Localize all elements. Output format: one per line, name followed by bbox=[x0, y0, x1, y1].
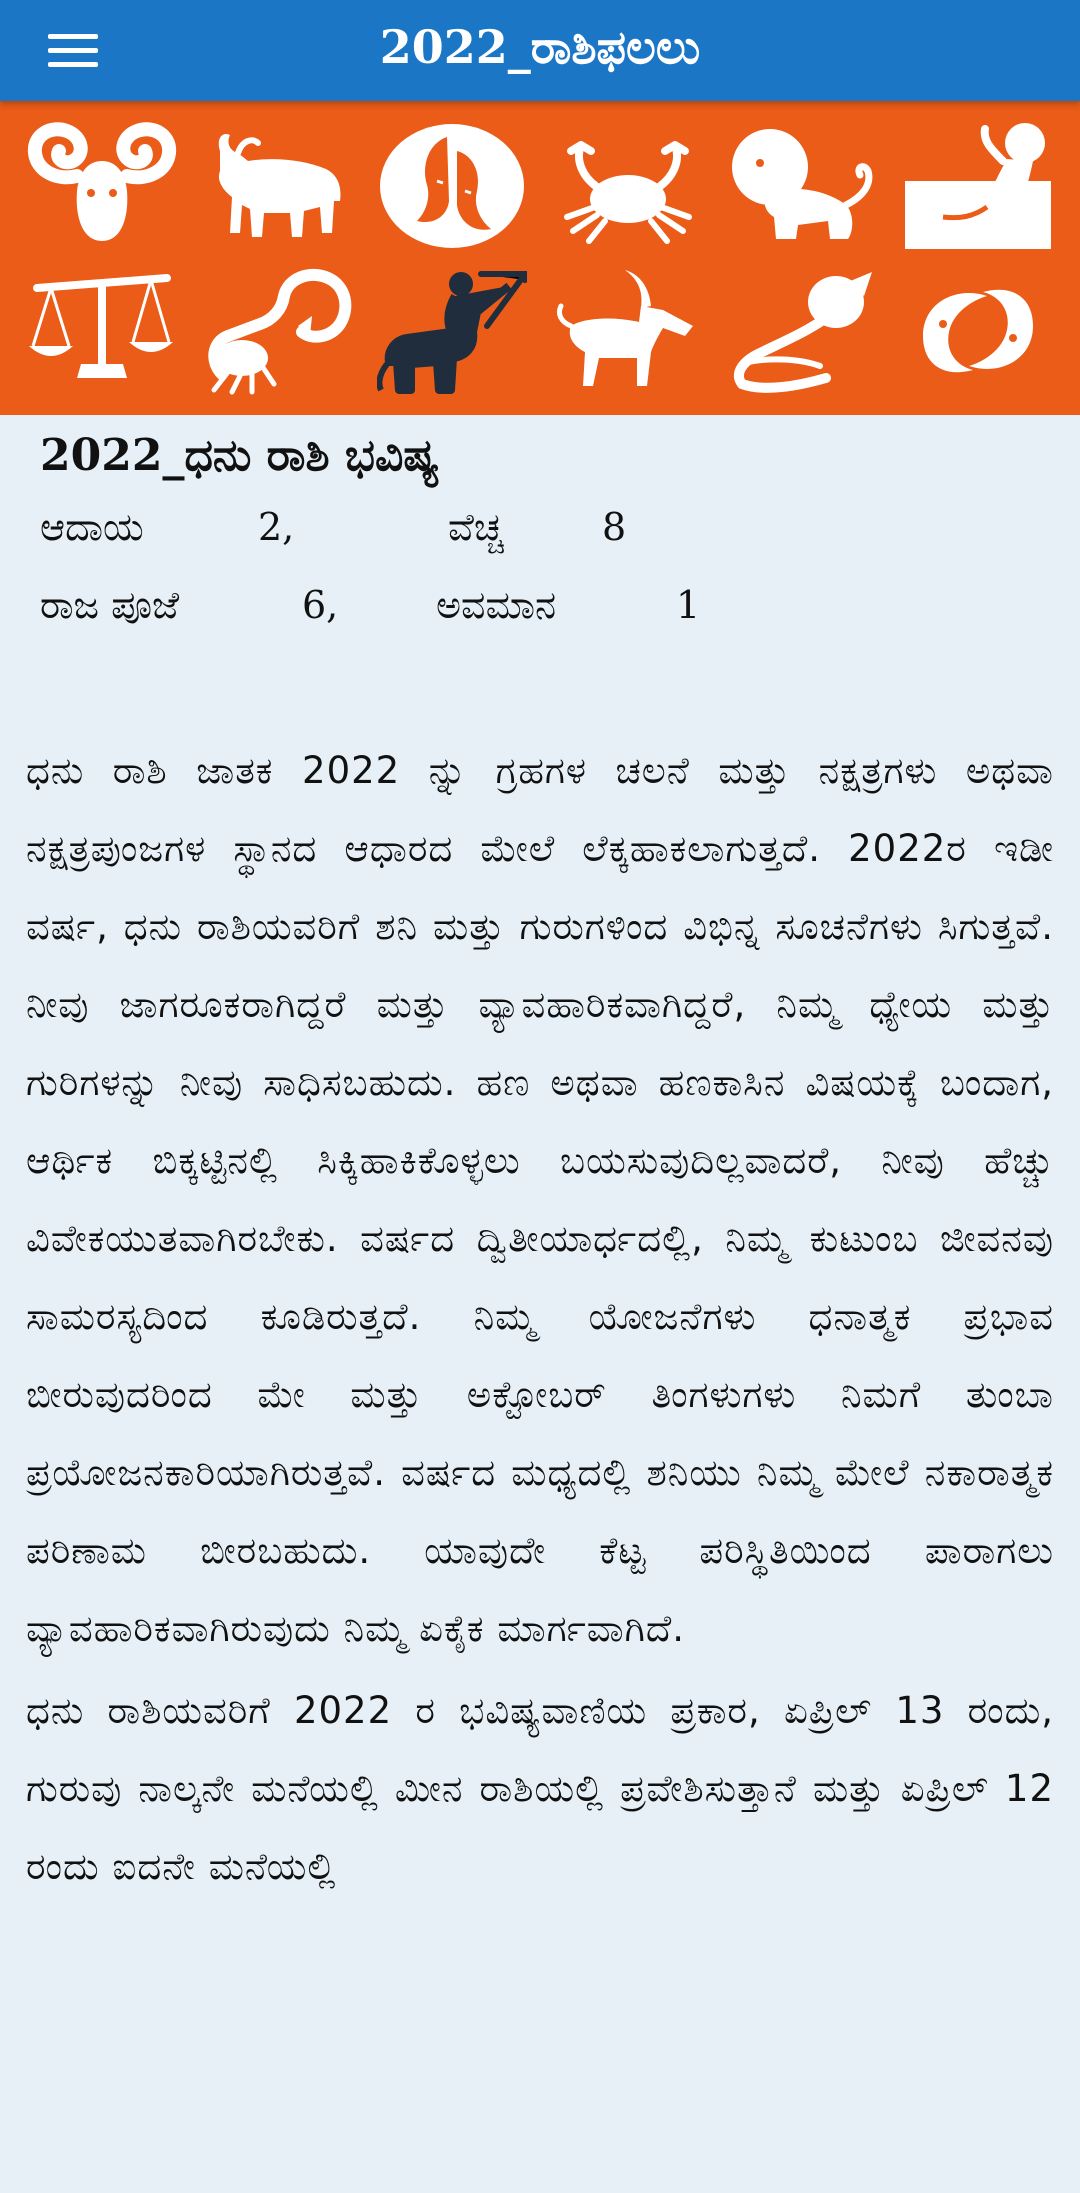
zodiac-libra[interactable] bbox=[14, 258, 189, 403]
zodiac-gemini[interactable] bbox=[365, 113, 540, 258]
zodiac-leo[interactable] bbox=[715, 113, 890, 258]
pisces-icon bbox=[903, 266, 1053, 396]
zodiac-cancer[interactable] bbox=[540, 113, 715, 258]
avamana-value: 1 bbox=[676, 583, 701, 627]
zodiac-virgo[interactable] bbox=[891, 113, 1066, 258]
vechha-label: ವೆಚ್ಚ bbox=[448, 505, 504, 549]
hamburger-menu-icon[interactable] bbox=[30, 22, 116, 78]
income-expense-row bbox=[40, 488, 1040, 566]
zodiac-scorpio[interactable] bbox=[189, 258, 364, 403]
avamana-label: ಅವಮಾನ bbox=[436, 583, 557, 627]
app-title: 2022_ರಾಶಿಫಲಲು bbox=[379, 20, 701, 74]
libra-icon bbox=[27, 266, 177, 396]
zodiac-aquarius[interactable] bbox=[715, 258, 890, 403]
horoscope-paragraph: ಧನು ರಾಶಿಯವರಿಗೆ 2022 ರ ಭವಿಷ್ಯವಾಣಿಯ ಪ್ರಕಾರ, ಏಪ್ರಿಲ್ 13 ರಂದು, ಗುರುವು ನಾಲ್ಕನೇ ಮನೆಯಲ್ಲಿ ಮೀನ ರಾಶಿಯಲ್ಲಿ ಪ್ರವೇಶಿಸುತ್ತಾನೆ ಮತ್ತು ಏಪ್ರಿಲ್ 12 ರಂದು ಐದನೇ ಮನೆಯಲ್ಲಿ bbox=[26, 1689, 1054, 1888]
sagittarius-icon bbox=[377, 266, 527, 396]
zodiac-aries[interactable] bbox=[14, 113, 189, 258]
horoscope-paragraph: ಧನು ರಾಶಿ ಜಾತಕ 2022 ನ್ನು ಗ್ರಹಗಳ ಚಲನೆ ಮತ್ತು ನಕ್ಷತ್ರಗಳು ಅಥವಾ ನಕ್ಷತ್ರಪುಂಜಗಳ ಸ್ಥಾನದ ಆಧಾರದ ಮೇಲೆ ಲೆಕ್ಕಹಾಕಲಾಗುತ್ತದೆ. 2022ರ ಇಡೀ ವರ್ಷ, ಧನು ರಾಶಿಯವರಿಗೆ ಶನಿ ಮತ್ತು ಗುರುಗಳಿಂದ ವಿಭಿನ್ನ ಸೂಚನೆಗಳು ಸಿಗುತ್ತವೆ. ನೀವು ಜಾಗರೂಕರಾಗಿದ್ದರೆ ಮತ್ತು ವ್ಯಾವಹಾರಿಕವಾಗಿದ್ದರೆ, ನಿಮ್ಮ ಧ್ಯೇಯ ಮತ್ತು ಗುರಿಗಳನ್ನು ನೀವು ಸಾಧಿಸಬಹುದು. ಹಣ ಅಥವಾ ಹಣಕಾಸಿನ ವಿಷಯಕ್ಕೆ ಬಂದಾಗ, ಆರ್ಥಿಕ ಬಿಕ್ಕಟ್ಟಿನಲ್ಲಿ ಸಿಕ್ಕಿಹಾಕಿಕೊಳ್ಳಲು ಬಯಸುವುದಿಲ್ಲವಾದರೆ, ನೀವು ಹೆಚ್ಚು ವಿವೇಕಯುತವಾಗಿರಬೇಕು. ವರ್ಷದ ದ್ವಿತೀಯಾರ್ಧದಲ್ಲಿ, ನಿಮ್ಮ ಕುಟುಂಬ ಜೀವನವು ಸಾಮರಸ್ಯದಿಂದ ಕೂಡಿರುತ್ತದೆ. ನಿಮ್ಮ ಯೋಜನೆಗಳು ಧನಾತ್ಮಕ ಪ್ರಭಾವ ಬೀರುವುದರಿಂದ ಮೇ ಮತ್ತು ಅಕ್ಟೋಬರ್ ತಿಂಗಳುಗಳು ನಿಮಗೆ ತುಂಬಾ ಪ್ರಯೋಜನಕಾರಿಯಾಗಿರುತ್ತವೆ. ವರ್ಷದ ಮಧ್ಯದಲ್ಲಿ ಶನಿಯು ನಿಮ್ಮ ಮೇಲೆ ನಕಾರಾತ್ಮಕ ಪರಿಣಾಮ ಬೀರಬಹುದು. ಯಾವುದೇ ಕೆಟ್ಟ ಪರಿಸ್ಥಿತಿಯಿಂದ ಪಾರಾಗಲು ವ್ಯಾವಹಾರಿಕವಾಗಿರುವುದು ನಿಮ್ಮ ಏಕೈಕ ಮಾರ್ಗವಾಗಿದೆ. bbox=[26, 749, 1054, 1650]
zodiac-grid bbox=[14, 113, 1066, 403]
gemini-icon bbox=[377, 121, 527, 251]
app-bar bbox=[0, 0, 1080, 101]
zodiac-banner bbox=[0, 101, 1080, 415]
scorpio-icon bbox=[202, 266, 352, 396]
leo-icon bbox=[728, 121, 878, 251]
raja-value: 6, bbox=[302, 583, 339, 627]
raja-label: ರಾಜ ಪೂಜೆ bbox=[40, 583, 180, 627]
aadaya-value: 2, bbox=[258, 505, 295, 549]
rashi-title: 2022_ಧನು ರಾಶಿ ಭವಿಷ್ಯ bbox=[40, 430, 440, 481]
zodiac-capricorn[interactable] bbox=[540, 258, 715, 403]
vechha-value: 8 bbox=[602, 505, 627, 549]
rashi-summary bbox=[40, 424, 1040, 644]
aries-icon bbox=[27, 121, 177, 251]
zodiac-sagittarius[interactable] bbox=[365, 258, 540, 403]
zodiac-pisces[interactable] bbox=[891, 258, 1066, 403]
zodiac-taurus[interactable] bbox=[189, 113, 364, 258]
menu-bar-line bbox=[48, 34, 98, 39]
virgo-icon bbox=[903, 121, 1053, 251]
horoscope-text bbox=[26, 732, 1054, 1906]
taurus-icon bbox=[202, 121, 352, 251]
aadaya-label: ಆದಾಯ bbox=[40, 505, 144, 549]
raja-avamana-row bbox=[40, 566, 1040, 644]
capricorn-icon bbox=[553, 266, 703, 396]
menu-bar-line bbox=[48, 62, 98, 67]
menu-bar-line bbox=[48, 48, 98, 53]
aquarius-icon bbox=[728, 266, 878, 396]
cancer-icon bbox=[553, 121, 703, 251]
